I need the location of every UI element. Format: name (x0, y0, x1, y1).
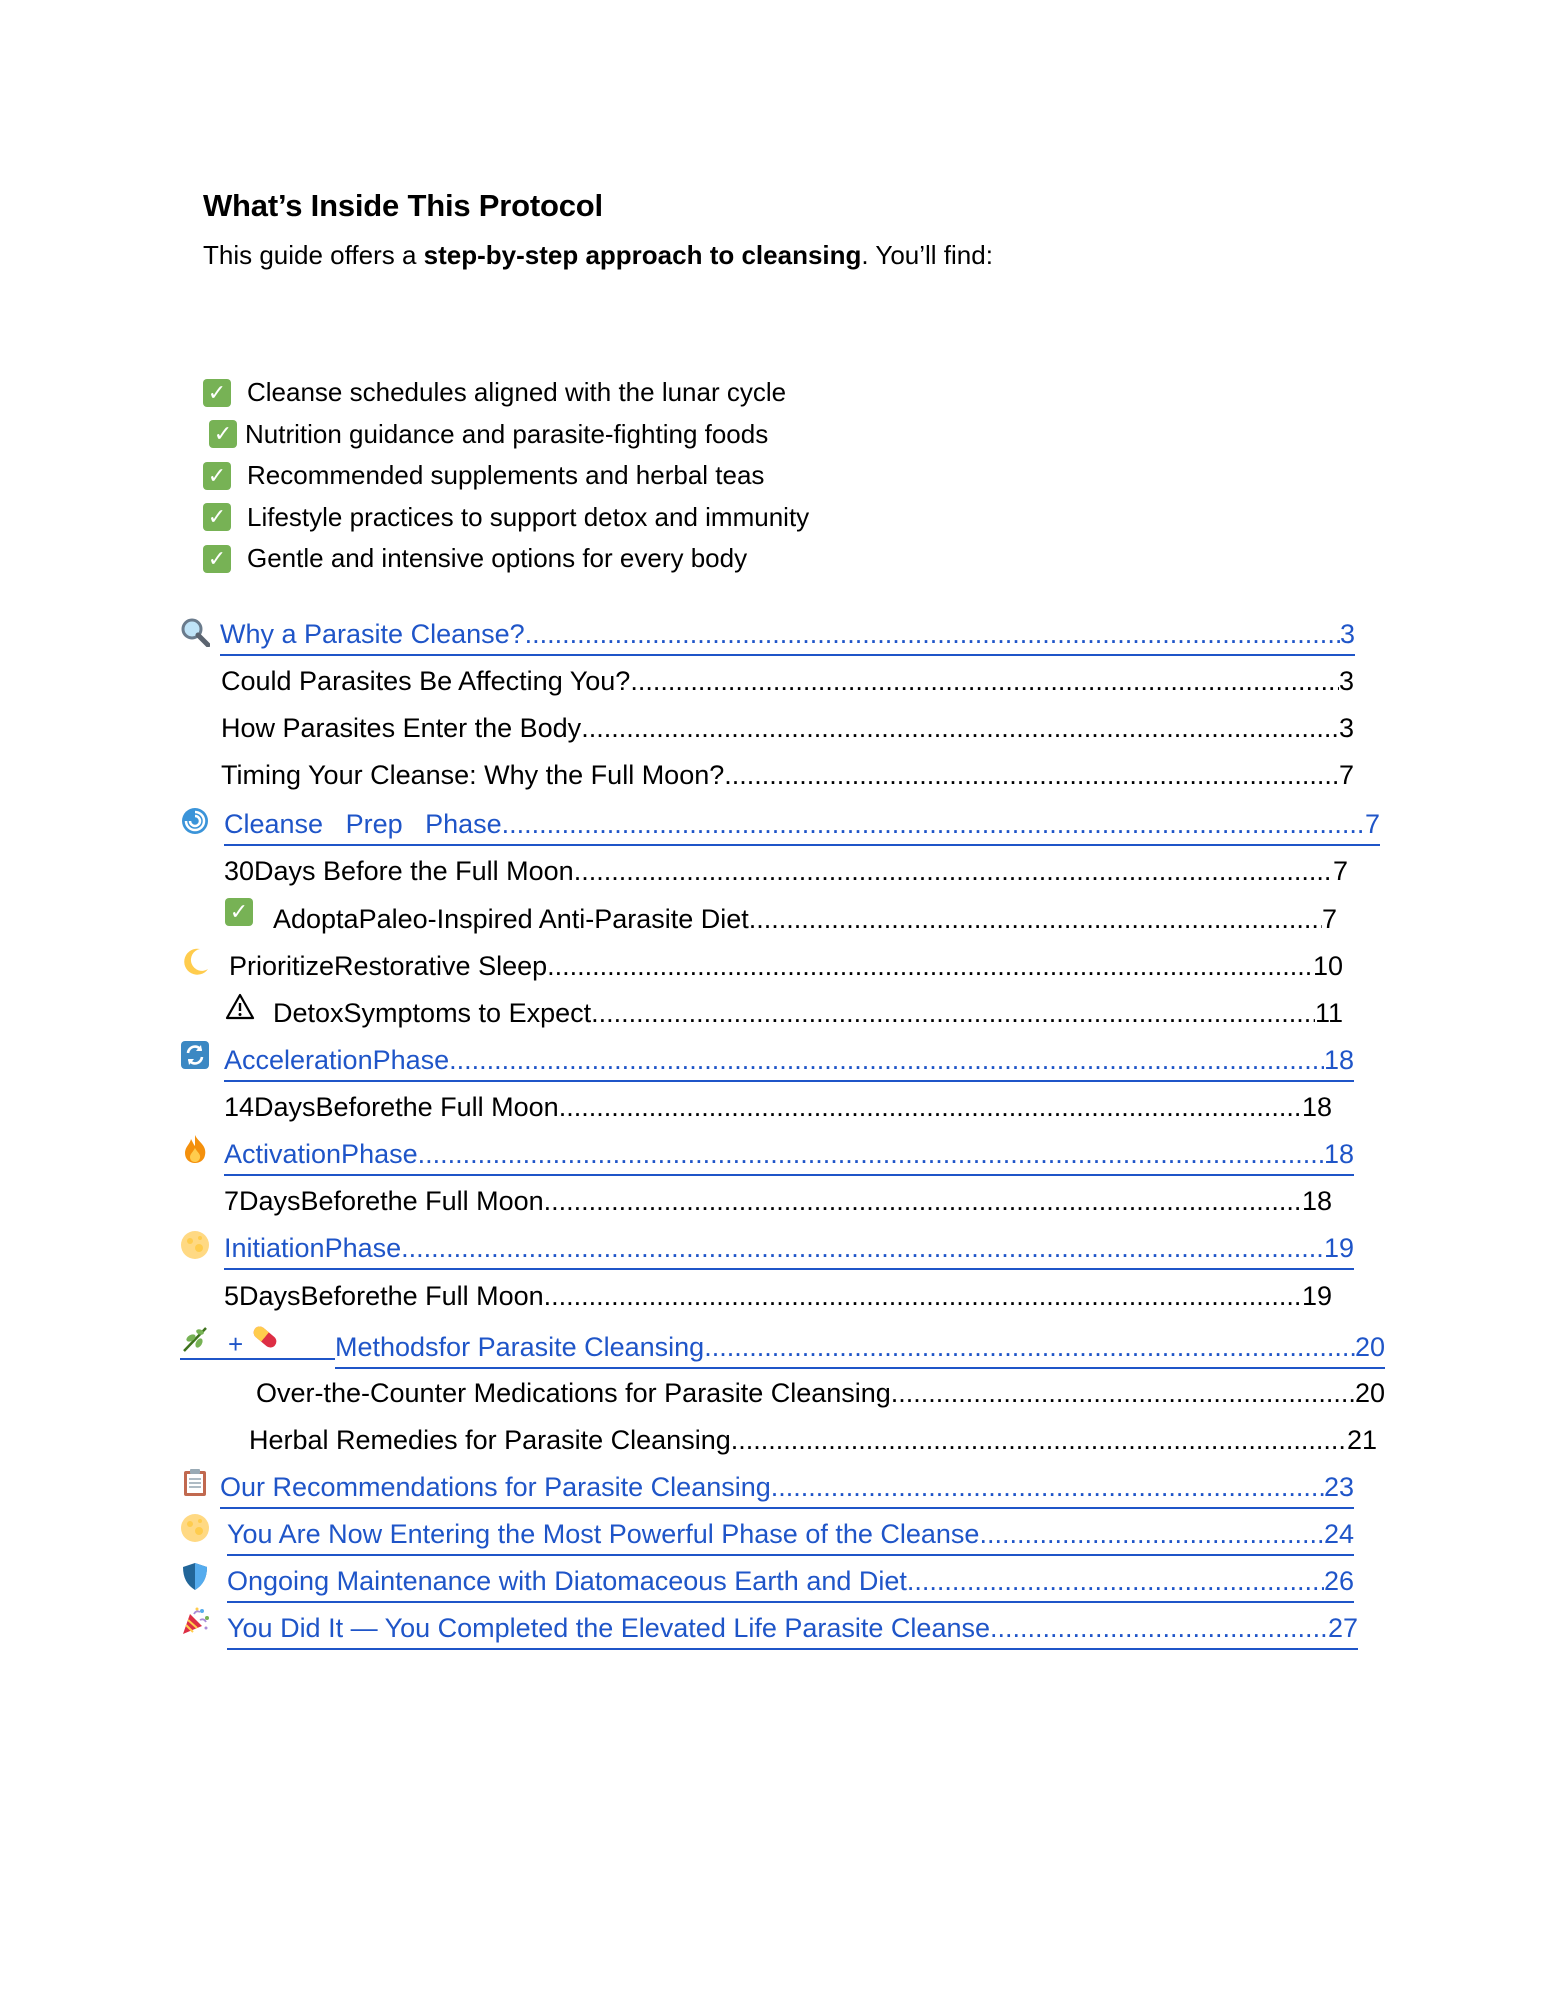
toc-entry-detox-symptoms (273, 995, 1343, 1031)
checklist-item (203, 497, 809, 539)
toc-entry-label: 14DaysBeforethe Full Moon (224, 1092, 559, 1122)
toc-entry-label: AdoptaPaleo-Inspired Anti-Parasite Diet (273, 904, 749, 934)
check-icon: ✓ (203, 379, 231, 407)
toc-entry-label: 7DaysBeforethe Full Moon (224, 1186, 544, 1216)
toc-entry-30-days-before (224, 853, 1348, 889)
toc-entry-label: DetoxSymptoms to Expect (273, 998, 592, 1028)
toc-entry-label: PrioritizeRestorative Sleep (229, 951, 548, 981)
toc-entry-methods[interactable] (335, 1329, 1385, 1365)
cyclone-icon (180, 806, 210, 836)
toc-entry-label: Why a Parasite Cleanse? (220, 619, 525, 649)
toc-entry-label: ActivationPhase (224, 1139, 418, 1169)
toc-leader-dots (771, 1469, 1324, 1505)
toc-entry-label: You Are Now Entering the Most Powerful Phase of the Cleanse (227, 1519, 980, 1549)
toc-page-number: 26 (1323, 1566, 1354, 1596)
toc-leader-dots (979, 1516, 1324, 1552)
toc-page-number: 24 (1323, 1519, 1354, 1549)
toc-entry-label: 30Days Before the Full Moon (224, 856, 574, 886)
fire-icon (180, 1134, 210, 1164)
checklist-item-label: Nutrition guidance and parasite-fighting foods (245, 418, 769, 449)
toc-entry-label: 5DaysBeforethe Full Moon (224, 1281, 544, 1311)
checklist-item (203, 372, 809, 414)
herb-icon (180, 1324, 210, 1354)
toc-leader-dots (630, 663, 1339, 699)
toc-entry-label: Ongoing Maintenance with Diatomaceous Earth and Diet (227, 1566, 907, 1596)
toc-page-number: 7 (1338, 760, 1354, 790)
toc-page-number: 18 (1301, 1186, 1332, 1216)
toc-entry-cleanse-prep-phase[interactable] (224, 806, 1380, 842)
toc-leader-dots (418, 1136, 1324, 1172)
checklist-item (203, 538, 809, 580)
check-icon: ✓ (203, 503, 231, 531)
toc-page-number: 3 (1338, 713, 1354, 743)
check-icon: ✓ (203, 545, 231, 573)
toc-entry-otc-medications (256, 1375, 1385, 1411)
full-moon-icon (180, 1230, 210, 1260)
toc-leader-dots (449, 1042, 1324, 1078)
toc-page-number: 19 (1301, 1281, 1332, 1311)
toc-entry-label: Herbal Remedies for Parasite Cleansing (249, 1425, 731, 1455)
toc-page-number: 23 (1323, 1472, 1354, 1502)
pill-icon (250, 1322, 280, 1352)
toc-page-number: 18 (1301, 1092, 1332, 1122)
plus-sign: + (228, 1329, 244, 1359)
toc-leader-dots (591, 995, 1315, 1031)
toc-leader-dots (704, 1329, 1355, 1365)
party-popper-icon (180, 1606, 210, 1636)
check-icon: ✓ (225, 898, 253, 926)
toc-entry-label: You Did It — You Completed the Elevated Life Parasite Cleanse (227, 1613, 990, 1643)
toc-leader-dots (891, 1375, 1355, 1411)
checklist-item (203, 414, 809, 456)
toc-entry-you-did-it[interactable] (227, 1610, 1358, 1646)
toc-page-number: 11 (1314, 998, 1343, 1028)
toc-entry-restorative-sleep (229, 948, 1343, 984)
toc-entry-14-days-before (224, 1089, 1332, 1125)
toc-entry-label: Timing Your Cleanse: Why the Full Moon? (221, 760, 725, 790)
intro-bold: step-by-step approach to cleansing (423, 240, 862, 270)
toc-page-number: 7 (1321, 904, 1337, 934)
toc-page-number: 20 (1354, 1378, 1385, 1408)
magnifier-icon (180, 617, 210, 647)
toc-entry-label: InitiationPhase (224, 1233, 402, 1263)
toc-entry-ongoing-maintenance[interactable] (227, 1563, 1354, 1599)
toc-entry-label: Over-the-Counter Medications for Parasite Cleansing (256, 1378, 891, 1408)
refresh-icon (180, 1040, 210, 1070)
toc-entry-label: Cleanse Prep Phase (224, 809, 502, 839)
toc-page-number: 21 (1346, 1425, 1377, 1455)
toc-entry-5-days-before (224, 1278, 1332, 1314)
check-icon: ✓ (209, 420, 237, 448)
toc-page-number: 7 (1332, 856, 1348, 886)
toc-entry-timing-your-cleanse (221, 757, 1354, 793)
checklist-item-label: Recommended supplements and herbal teas (247, 460, 765, 491)
intro-prefix: This guide offers a (203, 240, 424, 270)
toc-entry-7-days-before (224, 1183, 1332, 1219)
toc-entry-could-parasites (221, 663, 1354, 699)
toc-page-number: 10 (1312, 951, 1343, 981)
toc-leader-dots (547, 948, 1313, 984)
checklist-item-label: Gentle and intensive options for every body (247, 543, 748, 574)
toc-page-number: 18 (1323, 1045, 1354, 1075)
toc-entry-paleo-diet (273, 901, 1337, 937)
intro-text (203, 240, 993, 271)
checklist-item-label: Lifestyle practices to support detox and immunity (247, 501, 810, 532)
toc-leader-dots (544, 1278, 1302, 1314)
toc-entry-acceleration-phase[interactable] (224, 1042, 1354, 1078)
toc-entry-label: Our Recommendations for Parasite Cleansing (220, 1472, 771, 1502)
toc-page-number: 20 (1354, 1332, 1385, 1362)
toc-entry-most-powerful-phase[interactable] (227, 1516, 1354, 1552)
toc-leader-dots (559, 1089, 1302, 1125)
toc-page-number: 18 (1323, 1139, 1354, 1169)
toc-page-number: 3 (1339, 619, 1355, 649)
shield-icon (180, 1561, 210, 1591)
full-moon-icon (180, 1513, 210, 1543)
intro-suffix: . You’ll find: (861, 240, 993, 270)
toc-leader-dots (749, 901, 1322, 937)
toc-leader-dots (401, 1230, 1324, 1266)
toc-entry-methods-underline (180, 1358, 335, 1360)
toc-page-number: 19 (1323, 1233, 1354, 1263)
toc-leader-dots (574, 853, 1333, 889)
toc-page-number: 3 (1338, 666, 1354, 696)
toc-entry-activation-phase[interactable] (224, 1136, 1354, 1172)
toc-leader-dots (502, 806, 1365, 842)
toc-entry-how-parasites-enter (221, 710, 1354, 746)
toc-entry-initiation-phase[interactable] (224, 1230, 1354, 1266)
crescent-moon-icon (180, 947, 210, 977)
toc-leader-dots (544, 1183, 1302, 1219)
toc-entry-label: How Parasites Enter the Body (221, 713, 582, 743)
toc-page-number: 7 (1364, 809, 1380, 839)
toc-entry-recommendations[interactable] (220, 1469, 1354, 1505)
feature-checklist (203, 372, 809, 580)
toc-leader-dots (581, 710, 1339, 746)
toc-leader-dots (731, 1422, 1347, 1458)
toc-leader-dots (990, 1610, 1328, 1646)
checklist-item (203, 455, 809, 497)
toc-entry-herbal-remedies (249, 1422, 1377, 1458)
toc-entry-label: Could Parasites Be Affecting You? (221, 666, 631, 696)
toc-entry-why-parasite-cleanse[interactable] (220, 616, 1355, 652)
toc-entry-label: Methodsfor Parasite Cleansing (335, 1332, 705, 1362)
toc-leader-dots (907, 1563, 1324, 1599)
toc-page-number: 27 (1327, 1613, 1358, 1643)
toc-leader-dots (724, 757, 1339, 793)
page-title: What’s Inside This Protocol (203, 188, 603, 223)
toc-leader-dots (525, 616, 1340, 652)
warning-icon (225, 992, 255, 1022)
clipboard-icon (180, 1467, 210, 1497)
check-icon: ✓ (203, 462, 231, 490)
toc-entry-label: AccelerationPhase (224, 1045, 450, 1075)
checklist-item-label: Cleanse schedules aligned with the lunar cycle (247, 377, 787, 408)
